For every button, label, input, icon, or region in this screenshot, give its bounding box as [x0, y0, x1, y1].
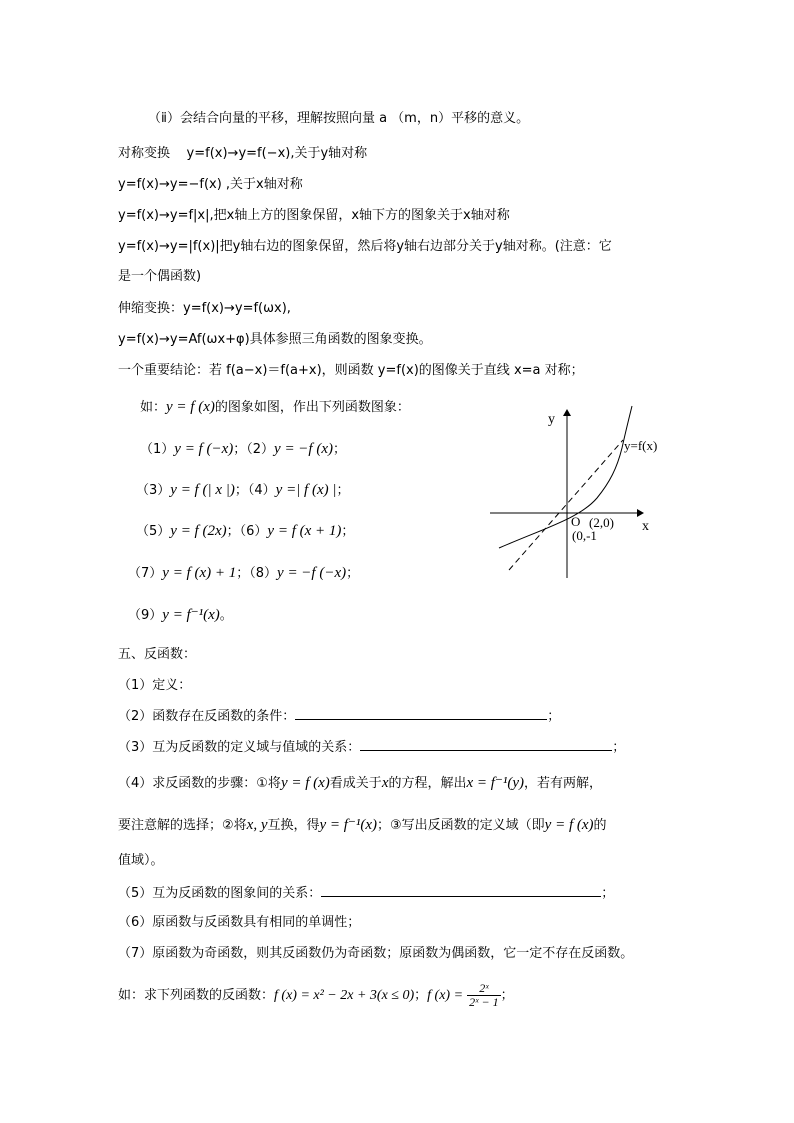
inverse-q5-blank[interactable]: [321, 884, 601, 897]
fraction-numerator: 2ˣ: [467, 982, 500, 996]
item-8-end: ；: [346, 566, 360, 581]
conclusion-line: 一个重要结论：若 f(a−x)＝f(a+x)，则函数 y=f(x)的图像关于直线 x=a 对称；: [118, 363, 584, 378]
inverse-q6: （6）原函数与反函数具有相同的单调性；: [118, 915, 361, 930]
item-9-index: （9）: [128, 608, 163, 623]
inverse-example-label: 如：求下列函数的反函数：: [118, 988, 275, 1003]
example-intro-formula: y = f (x): [166, 399, 215, 415]
example-row-1: [140, 440, 346, 459]
example-row-5: [128, 606, 233, 625]
stretch-line-1: 伸缩变换：y=f(x)→y=f(ωx),: [118, 301, 291, 316]
stretch-line-2: y=f(x)→y=Af(ωx+φ)具体参照三角函数的图象变换。: [118, 332, 432, 347]
item-7-formula: y = f (x) + 1: [162, 565, 237, 581]
q4-formula-3: x = f⁻¹(y): [466, 775, 525, 791]
inverse-heading: 五、反函数：: [118, 647, 197, 662]
item-3-formula: y = f (| x |): [170, 482, 235, 498]
q4-formula-2: x: [381, 775, 389, 791]
inverse-q4-line-3: 值域）。: [118, 853, 164, 868]
inverse-q5-end: ；: [601, 886, 615, 901]
example-row-2: [136, 481, 350, 500]
inverse-example-formula-2: f (x) =: [427, 988, 464, 1003]
item-1-index: （1）: [140, 442, 175, 457]
inverse-q2-label: （2）函数存在反函数的条件：: [118, 709, 296, 724]
q4-formula-1: y = f (x): [280, 775, 330, 791]
item-5-index: （5）: [136, 524, 171, 539]
item-4-index: ；（4）: [234, 483, 276, 498]
item-2-end: ；: [333, 442, 347, 457]
item-8-formula: y = −f (−x): [277, 565, 347, 581]
example-row-3: [136, 522, 354, 541]
inverse-q5: [118, 884, 614, 903]
sym-line-1: y=f(x)→y=f(−x),关于y轴对称: [186, 146, 368, 161]
sym-line-4b: 是一个偶函数): [118, 269, 202, 284]
item-6-index: ；（6）: [226, 524, 268, 539]
vector-shift-line: （ⅱ）会结合向量的平移，理解按照向量 a （m，n）平移的意义。: [148, 111, 530, 126]
inverse-q7: （7）原函数为奇函数，则其反函数仍为奇函数；原函数为偶函数，它一定不存在反函数。: [118, 946, 634, 961]
q4-text-d: ，若有两解，: [524, 776, 603, 791]
item-3-index: （3）: [136, 483, 171, 498]
q4-formula-5: y = f⁻¹(x): [319, 817, 378, 833]
item-9-end: 。: [219, 608, 233, 623]
inverse-example-fraction: [467, 982, 500, 1009]
item-5-formula: y = f (2x): [170, 523, 227, 539]
point-b-label: (0,-1: [572, 528, 597, 543]
item-8-index: ；（8）: [236, 566, 278, 581]
item-4-formula: y =| f (x) |: [275, 482, 337, 498]
sym-line-4a: y=f(x)→y=|f(x)|把y轴右边的图象保留，然后将y轴右边部分关于y轴对称。(注意：它: [118, 239, 612, 254]
inverse-q2-end: ；: [547, 709, 561, 724]
item-7-index: （7）: [128, 566, 163, 581]
q4-text-h: 的: [593, 818, 607, 833]
q4-text-e: 要注意解的选择；②将: [118, 818, 247, 833]
inverse-example-end: ；: [500, 988, 514, 1003]
inverse-q3: [118, 738, 625, 757]
q4-text-g: ；③写出反函数的定义域（即: [377, 818, 545, 833]
q4-text-a: （4）求反函数的步骤：①将: [118, 776, 281, 791]
inverse-q2: [118, 707, 560, 726]
q4-formula-4: x, y: [246, 817, 268, 833]
fraction-denominator: 2ˣ − 1: [469, 995, 499, 1009]
example-intro-prefix: 如：: [140, 400, 167, 415]
sym-title-line: [118, 145, 367, 163]
origin-label: O: [571, 514, 581, 529]
item-2-index: ；（2）: [233, 442, 275, 457]
q4-text-b: 看成关于: [329, 776, 382, 791]
x-axis-label: x: [642, 519, 649, 534]
inverse-q4-line-1: [118, 774, 602, 793]
example-intro: [140, 398, 410, 417]
inverse-q3-end: ；: [612, 740, 626, 755]
example-intro-suffix: 的图象如图，作出下列函数图象：: [214, 400, 410, 415]
inverse-q2-blank[interactable]: [295, 707, 547, 720]
inverse-example: [118, 982, 514, 1009]
sym-line-3: y=f(x)→y=f|x|,把x轴上方的图象保留，x轴下方的图象关于x轴对称: [118, 208, 510, 223]
q4-formula-6: y = f (x): [544, 817, 594, 833]
q4-text-c: 的方程，解出: [388, 776, 467, 791]
point-a-label: (2,0): [589, 515, 614, 530]
item-4-end: ；: [336, 483, 350, 498]
sym-line-2: y=f(x)→y=−f(x) ,关于x轴对称: [118, 177, 303, 192]
inverse-q3-blank[interactable]: [360, 738, 612, 751]
item-1-formula: y = f (−x): [174, 441, 234, 457]
sym-title: 对称变换: [118, 146, 171, 161]
item-2-formula: y = −f (x): [274, 441, 333, 457]
item-6-end: ；: [341, 524, 355, 539]
curve-label: y=f(x): [624, 438, 658, 453]
inverse-example-formula-1: f (x) = x² − 2x + 3(x ≤ 0): [274, 988, 415, 1003]
inverse-q5-label: （5）互为反函数的图象间的关系：: [118, 886, 322, 901]
inverse-q1: （1）定义：: [118, 678, 192, 693]
example-row-4: [128, 564, 359, 583]
inverse-q3-label: （3）互为反函数的定义域与值域的关系：: [118, 740, 361, 755]
function-graph: [485, 400, 680, 585]
inverse-example-sep: ；: [414, 988, 428, 1003]
item-6-formula: y = f (x + 1): [267, 523, 342, 539]
inverse-q4-line-2: [118, 816, 607, 835]
q4-text-f: 互换，得: [267, 818, 320, 833]
item-9-formula: y = f⁻¹(x): [162, 607, 220, 623]
dashed-line: [509, 440, 623, 570]
y-axis-label: y: [548, 412, 555, 427]
